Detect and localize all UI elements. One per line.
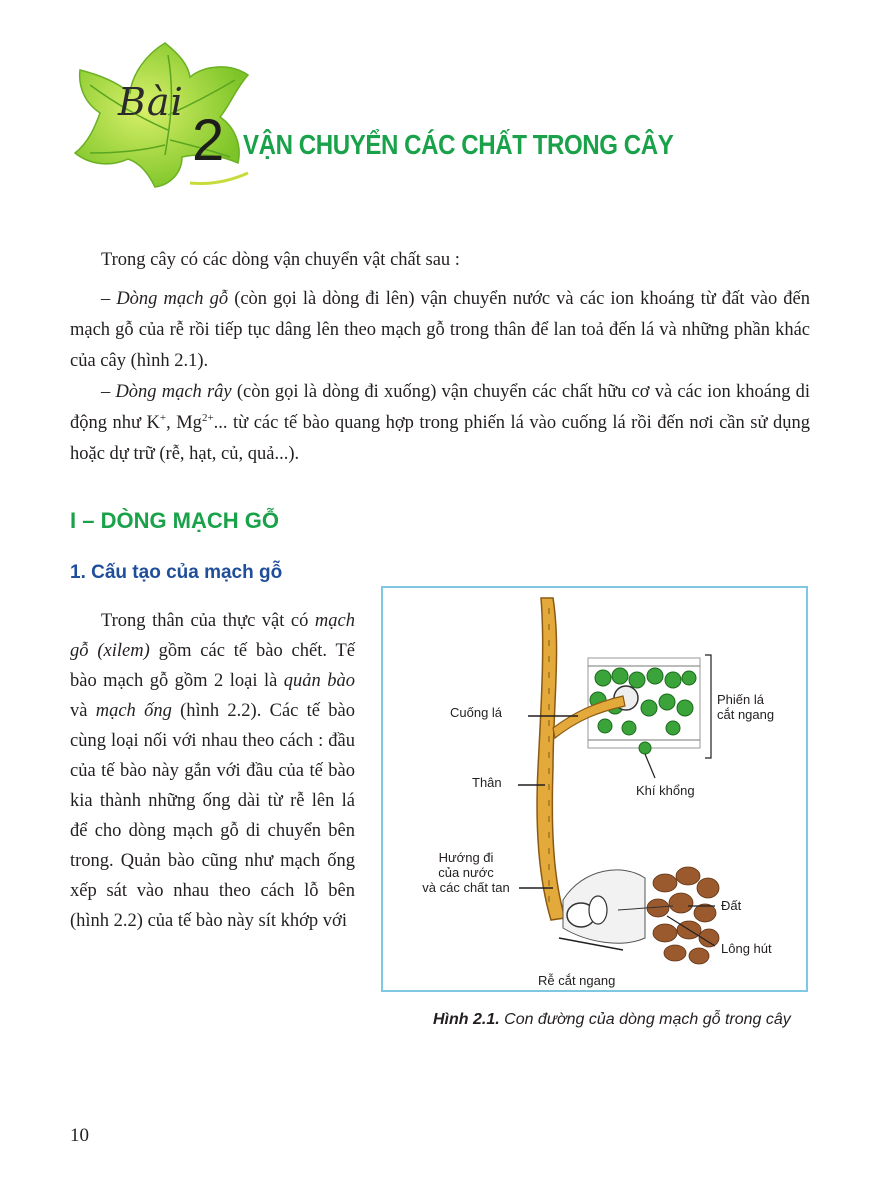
lesson-title: VẬN CHUYỂN CÁC CHẤT TRONG CÂY [243,129,674,160]
term-dong-mach-ray: Dòng mạch rây [115,382,232,402]
xylem-diagram-illustration [383,588,805,989]
lesson-label: Bài [118,80,184,124]
subsection-heading: 1. Cấu tạo của mạch gỗ [70,562,283,583]
intro-paragraph-2: – Dòng mạch gỗ (còn gọi là dòng đi lên) vận chuyển nước và các ion khoáng từ đất vào đến mạch gỗ của rễ rồi tiếp tục dâng lên theo mạch gỗ trong thân để lan toả đến lá và những phần khác của cây (hình 2.1). [70,289,810,371]
intro-paragraph-3: – Dòng mạch rây (còn gọi là dòng đi xuống) vận chuyển các chất hữu cơ và các ion khoáng di động như K+, $Mg^{2+}$... từ các tế bào quang hợp trong phiến lá vào cuống lá rồi đến nơi cần sử dụng hoặc dự trữ (rễ, hạt, củ, quả...). [70,382,811,464]
label-dat: Đất [721,898,742,913]
intro-paragraph-1: Trong cây có các dòng vận chuyển vật chất sau : [101,250,460,270]
label-phien-la: Phiến lá cắt ngang [717,692,775,722]
label-khi-khong: Khí khổng [636,783,695,798]
lesson-number: 2 [192,108,225,173]
label-huong-di: Hướng đi của nước và các chất tan [422,850,510,895]
section-heading: I – DÒNG MẠCH GỖ [70,508,280,533]
term-dong-mach-go: Dòng mạch gỗ [116,289,229,309]
label-long-hut: Lông hút [721,941,772,956]
label-than: Thân [472,775,502,790]
body-paragraph: Trong thân của thực vật có mạch gỗ (xilem) gồm các tế bào chết. Tế bào mạch gỗ gồm 2 loại là quản bào và mạch ống (hình 2.2). Các tế bào cùng loại nối với nhau theo cách : đầu của tế bào này gắn với đầu của tế bào kia thành những ống dài từ rễ lên lá để cho dòng mạch gỗ di chuyển bên trong. Quản bào cũng như mạch ống xếp sát vào nhau theo cách lỗ bên (hình 2.2) của tế bào này sít khớp với [70,611,355,931]
figure-2-1 [381,586,808,992]
label-cuong-la: Cuống lá [450,705,503,720]
page-number: 10 [70,1125,89,1146]
figure-caption: Hình 2.1. Con đường của dòng mạch gỗ trong cây [433,1011,791,1028]
label-re-cat-ngang: Rễ cắt ngang [538,973,616,988]
